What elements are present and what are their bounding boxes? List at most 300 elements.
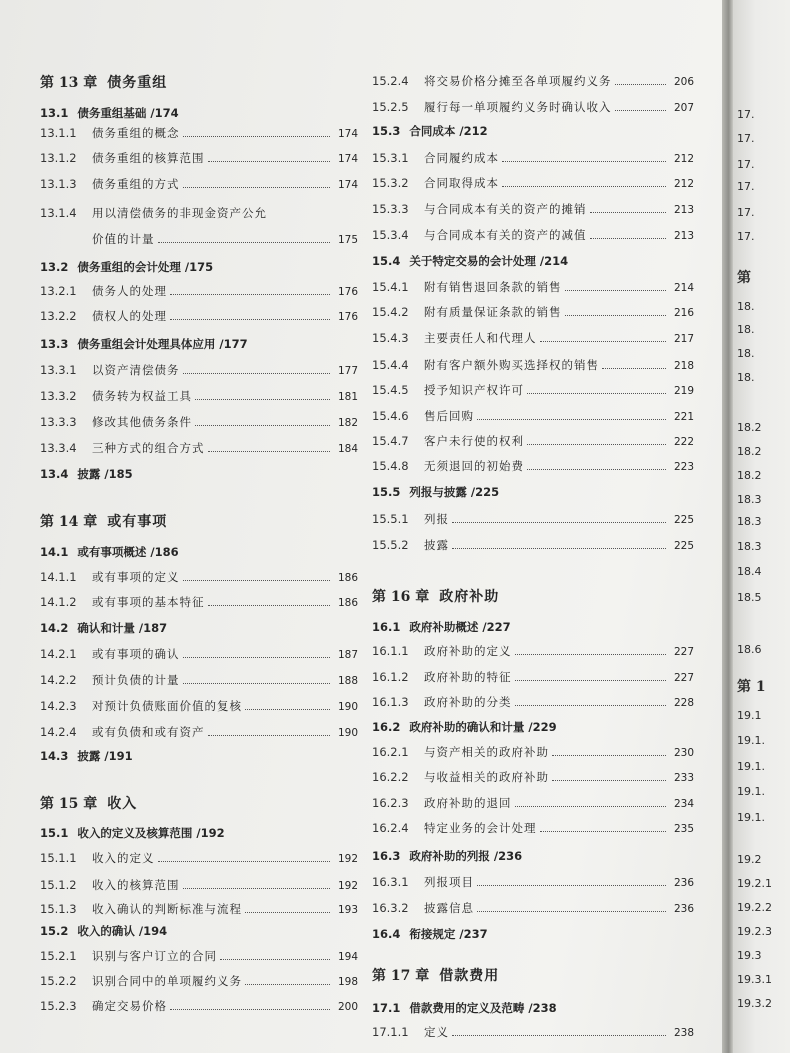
section-number: 15.5 bbox=[372, 485, 401, 499]
toc-sub bbox=[40, 567, 358, 587]
subsection-number: 15.4.3 bbox=[372, 331, 409, 345]
toc-sub bbox=[372, 406, 694, 426]
next-page-fragment: 第 1 bbox=[737, 679, 766, 695]
subsection-number: 14.2.1 bbox=[40, 647, 77, 661]
subsection-number: 13.2.1 bbox=[40, 284, 77, 298]
subsection-number: 15.3.1 bbox=[372, 151, 409, 165]
page-number: 177 bbox=[337, 365, 358, 377]
toc-sub bbox=[40, 148, 358, 168]
subsection-number: 16.2.1 bbox=[372, 745, 409, 759]
toc-sub bbox=[40, 996, 358, 1016]
subsection-title: 收入确认的判断标准与流程 bbox=[92, 902, 242, 916]
page-number: 227 bbox=[673, 672, 694, 684]
toc-sub bbox=[372, 818, 694, 838]
subsection-title: 收入的定义 bbox=[92, 851, 155, 865]
subsection-title: 债务重组的概念 bbox=[92, 126, 180, 140]
dot-leader bbox=[170, 1009, 330, 1010]
page-number: 190 bbox=[337, 701, 358, 713]
section-title: 债务重组的会计处理 /175 bbox=[77, 260, 214, 274]
subsection-title: 债务人的处理 bbox=[92, 284, 167, 298]
subsection-number: 16.2.3 bbox=[372, 796, 409, 810]
next-page-fragment: 17. bbox=[737, 180, 755, 193]
subsection-number: 15.3.3 bbox=[372, 202, 409, 216]
toc-sub bbox=[40, 123, 358, 143]
dot-leader bbox=[515, 806, 667, 807]
subsection-title: 或有负债和或有资产 bbox=[92, 725, 205, 739]
subsection-number: 13.3.2 bbox=[40, 389, 77, 403]
toc-sub bbox=[40, 306, 358, 326]
chapter-number: 第 14 章 bbox=[40, 514, 98, 530]
next-page-fragment: 19.1. bbox=[737, 811, 765, 824]
next-page-fragment: 17. bbox=[737, 108, 755, 121]
chapter-title: 或有事项 bbox=[107, 514, 168, 530]
page-number: 192 bbox=[337, 880, 358, 892]
subsection-title: 政府补助的特征 bbox=[424, 670, 512, 684]
dot-leader bbox=[527, 393, 666, 394]
dot-leader bbox=[477, 419, 666, 420]
subsection-title: 债权人的处理 bbox=[92, 309, 167, 323]
toc-section bbox=[372, 617, 694, 637]
toc-sub bbox=[372, 380, 694, 400]
next-page-fragment: 19.1. bbox=[737, 785, 765, 798]
toc-chapter bbox=[40, 71, 358, 95]
dot-leader bbox=[540, 831, 667, 832]
section-number: 14.1 bbox=[40, 545, 69, 559]
subsection-title: 政府补助的退回 bbox=[424, 796, 512, 810]
toc-section bbox=[40, 746, 358, 766]
section-title: 收入的定义及核算范围 /192 bbox=[77, 826, 225, 840]
section-title: 确认和计量 /187 bbox=[77, 621, 168, 635]
page-number: 212 bbox=[673, 178, 694, 190]
dot-leader bbox=[183, 683, 331, 684]
dot-leader bbox=[170, 319, 330, 320]
toc-sub bbox=[40, 360, 358, 380]
dot-leader bbox=[183, 373, 331, 374]
subsection-title: 无须退回的初始费 bbox=[424, 459, 524, 473]
toc-sub bbox=[40, 971, 358, 991]
page-number: 234 bbox=[673, 798, 694, 810]
section-title: 披露 /191 bbox=[77, 749, 133, 763]
page-number: 212 bbox=[673, 153, 694, 165]
section-title: 衔接规定 /237 bbox=[409, 927, 488, 941]
subsection-title: 收入的核算范围 bbox=[92, 878, 180, 892]
subsection-number: 15.1.2 bbox=[40, 878, 77, 892]
dot-leader bbox=[245, 912, 330, 913]
next-page-fragment: 18.3 bbox=[737, 540, 762, 553]
dot-leader bbox=[245, 984, 330, 985]
subsection-number: 14.1.1 bbox=[40, 570, 77, 584]
toc-sub bbox=[372, 302, 694, 322]
dot-leader bbox=[477, 885, 666, 886]
subsection-number: 15.4.4 bbox=[372, 358, 409, 372]
next-page-fragment: 19.1. bbox=[737, 734, 765, 747]
subsection-number: 15.2.3 bbox=[40, 999, 77, 1013]
dot-leader bbox=[452, 1035, 666, 1036]
toc-sub bbox=[372, 898, 694, 918]
page-number: 186 bbox=[337, 597, 358, 609]
subsection-title: 识别与客户订立的合同 bbox=[92, 949, 217, 963]
section-title: 债务重组会计处理具体应用 /177 bbox=[77, 337, 248, 351]
dot-leader bbox=[208, 735, 331, 736]
dot-leader bbox=[183, 136, 331, 137]
next-page-fragment: 18.4 bbox=[737, 565, 762, 578]
dot-leader bbox=[452, 548, 666, 549]
next-page-fragment: 18. bbox=[737, 347, 755, 360]
next-page-fragment: 18.2 bbox=[737, 469, 762, 482]
subsection-title: 三种方式的组合方式 bbox=[92, 441, 205, 455]
dot-leader bbox=[515, 654, 667, 655]
page-number: 181 bbox=[337, 391, 358, 403]
section-title: 政府补助的确认和计量 /229 bbox=[409, 720, 557, 734]
subsection-number: 16.3.1 bbox=[372, 875, 409, 889]
subsection-number: 15.4.7 bbox=[372, 434, 409, 448]
next-page-fragment: 18. bbox=[737, 300, 755, 313]
dot-leader bbox=[590, 212, 667, 213]
toc-sub bbox=[372, 328, 694, 348]
subsection-number: 15.4.5 bbox=[372, 383, 409, 397]
next-page-fragment: 18.3 bbox=[737, 515, 762, 528]
chapter-title: 收入 bbox=[107, 796, 138, 812]
subsection-title: 或有事项的确认 bbox=[92, 647, 180, 661]
dot-leader bbox=[565, 290, 667, 291]
page-number: 235 bbox=[673, 823, 694, 835]
toc-section bbox=[40, 257, 358, 277]
section-title: 债务重组基础 /174 bbox=[77, 106, 179, 120]
subsection-title: 与合同成本有关的资产的摊销 bbox=[424, 202, 587, 216]
toc-sub bbox=[40, 644, 358, 664]
subsection-number: 15.4.6 bbox=[372, 409, 409, 423]
toc-sub bbox=[372, 742, 694, 762]
toc-sub bbox=[40, 696, 358, 716]
dot-leader bbox=[245, 709, 330, 710]
page-number: 233 bbox=[673, 772, 694, 784]
subsection-number: 13.1.2 bbox=[40, 151, 77, 165]
subsection-number: 14.2.3 bbox=[40, 699, 77, 713]
subsection-title: 识别合同中的单项履约义务 bbox=[92, 974, 242, 988]
subsection-title: 与收益相关的政府补助 bbox=[424, 770, 549, 784]
subsection-number: 15.1.1 bbox=[40, 851, 77, 865]
next-page-fragment: 17. bbox=[737, 206, 755, 219]
subsection-title: 履行每一单项履约义务时确认收入 bbox=[424, 100, 612, 114]
dot-leader bbox=[183, 657, 331, 658]
toc-sub bbox=[372, 71, 694, 91]
page-number: 207 bbox=[673, 102, 694, 114]
page-number: 238 bbox=[673, 1027, 694, 1039]
page-number: 227 bbox=[673, 646, 694, 658]
subsection-title: 政府补助的定义 bbox=[424, 644, 512, 658]
toc-sub bbox=[372, 641, 694, 661]
toc-section bbox=[372, 251, 694, 271]
next-page-fragment: 18. bbox=[737, 371, 755, 384]
toc-section bbox=[372, 846, 694, 866]
toc-section bbox=[40, 921, 358, 941]
subsection-title: 以资产清偿债务 bbox=[92, 363, 180, 377]
next-page-edge bbox=[733, 0, 790, 1053]
next-page-fragment: 18.5 bbox=[737, 591, 762, 604]
chapter-number: 第 16 章 bbox=[372, 589, 430, 605]
page-number: 228 bbox=[673, 697, 694, 709]
dot-leader bbox=[170, 294, 330, 295]
page-number: 175 bbox=[337, 234, 358, 246]
toc-sub bbox=[372, 1022, 694, 1042]
section-title: 借款费用的定义及范畴 /238 bbox=[409, 1001, 557, 1015]
page-number: 193 bbox=[337, 904, 358, 916]
subsection-title: 债务重组的核算范围 bbox=[92, 151, 205, 165]
page-number: 184 bbox=[337, 443, 358, 455]
page-number: 236 bbox=[673, 903, 694, 915]
subsection-number: 14.1.2 bbox=[40, 595, 77, 609]
next-page-fragment: 17. bbox=[737, 230, 755, 243]
page-number: 218 bbox=[673, 360, 694, 372]
section-number: 15.3 bbox=[372, 124, 401, 138]
page-number: 190 bbox=[337, 727, 358, 739]
dot-leader bbox=[183, 580, 331, 581]
subsection-title-continued: 价值的计量 bbox=[92, 232, 155, 246]
subsection-title: 附有客户额外购买选择权的销售 bbox=[424, 358, 599, 372]
dot-leader bbox=[552, 780, 666, 781]
toc-sub bbox=[372, 97, 694, 117]
page-number: 213 bbox=[673, 230, 694, 242]
toc-sub bbox=[372, 793, 694, 813]
toc-sub bbox=[372, 872, 694, 892]
subsection-title: 或有事项的基本特征 bbox=[92, 595, 205, 609]
section-number: 16.4 bbox=[372, 927, 401, 941]
toc-sub bbox=[40, 174, 358, 194]
next-page-fragment: 19.3 bbox=[737, 949, 762, 962]
dot-leader bbox=[552, 755, 666, 756]
section-number: 16.3 bbox=[372, 849, 401, 863]
subsection-number: 16.2.4 bbox=[372, 821, 409, 835]
subsection-number: 13.1.3 bbox=[40, 177, 77, 191]
toc-section bbox=[40, 618, 358, 638]
section-number: 17.1 bbox=[372, 1001, 401, 1015]
subsection-number: 16.1.1 bbox=[372, 644, 409, 658]
toc-sub bbox=[372, 225, 694, 245]
section-number: 15.4 bbox=[372, 254, 401, 268]
chapter-number: 第 13 章 bbox=[40, 75, 98, 91]
page-number: 200 bbox=[337, 1001, 358, 1013]
section-title: 披露 /185 bbox=[77, 467, 133, 481]
toc-section bbox=[40, 103, 358, 123]
subsection-number: 16.1.3 bbox=[372, 695, 409, 709]
toc-sub bbox=[40, 592, 358, 612]
subsection-title: 对预计负债账面价值的复核 bbox=[92, 699, 242, 713]
subsection-title: 授予知识产权许可 bbox=[424, 383, 524, 397]
toc-sub bbox=[372, 355, 694, 375]
toc-sub bbox=[40, 670, 358, 690]
dot-leader bbox=[477, 911, 666, 912]
dot-leader bbox=[615, 84, 667, 85]
next-page-fragment: 第 bbox=[737, 270, 751, 286]
toc-sub bbox=[40, 281, 358, 301]
subsection-title: 售后回购 bbox=[424, 409, 474, 423]
section-title: 列报与披露 /225 bbox=[409, 485, 500, 499]
toc-sub bbox=[40, 899, 358, 919]
toc-sub bbox=[372, 456, 694, 476]
dot-leader bbox=[602, 368, 666, 369]
chapter-title: 政府补助 bbox=[439, 589, 500, 605]
toc-sub bbox=[40, 875, 358, 895]
page-number: 182 bbox=[337, 417, 358, 429]
dot-leader bbox=[515, 680, 667, 681]
toc-sub bbox=[40, 386, 358, 406]
page-number: 221 bbox=[673, 411, 694, 423]
toc-sub bbox=[40, 946, 358, 966]
section-number: 13.4 bbox=[40, 467, 69, 481]
subsection-title: 披露 bbox=[424, 538, 449, 552]
page-number: 174 bbox=[337, 128, 358, 140]
next-page-fragment: 19.1. bbox=[737, 760, 765, 773]
page-number: 225 bbox=[673, 514, 694, 526]
section-number: 13.3 bbox=[40, 337, 69, 351]
dot-leader bbox=[195, 425, 330, 426]
subsection-title: 披露信息 bbox=[424, 901, 474, 915]
page-number: 230 bbox=[673, 747, 694, 759]
next-page-fragment: 17. bbox=[737, 158, 755, 171]
subsection-title: 客户未行使的权利 bbox=[424, 434, 524, 448]
toc-section bbox=[372, 717, 694, 737]
dot-leader bbox=[195, 399, 330, 400]
dot-leader bbox=[220, 959, 330, 960]
dot-leader bbox=[208, 605, 331, 606]
toc-section bbox=[40, 823, 358, 843]
next-page-fragment: 19.3.2 bbox=[737, 997, 772, 1010]
section-title: 或有事项概述 /186 bbox=[77, 545, 179, 559]
subsection-title: 债务转为权益工具 bbox=[92, 389, 192, 403]
toc-chapter bbox=[372, 585, 694, 609]
toc-sub bbox=[372, 277, 694, 297]
dot-leader bbox=[527, 444, 666, 445]
section-number: 15.1 bbox=[40, 826, 69, 840]
next-page-fragment: 19.2.2 bbox=[737, 901, 772, 914]
subsection-number: 13.3.1 bbox=[40, 363, 77, 377]
subsection-number: 16.3.2 bbox=[372, 901, 409, 915]
dot-leader bbox=[590, 238, 667, 239]
chapter-title: 借款费用 bbox=[439, 968, 500, 984]
toc-chapter bbox=[372, 964, 694, 988]
page-number: 216 bbox=[673, 307, 694, 319]
subsection-number: 13.3.4 bbox=[40, 441, 77, 455]
subsection-title: 列报项目 bbox=[424, 875, 474, 889]
page-number: 198 bbox=[337, 976, 358, 988]
chapter-title: 债务重组 bbox=[107, 75, 168, 91]
dot-leader bbox=[565, 315, 667, 316]
toc-chapter bbox=[40, 792, 358, 816]
subsection-number: 15.5.1 bbox=[372, 512, 409, 526]
subsection-title: 用以清偿债务的非现金资产公允 bbox=[92, 206, 267, 220]
subsection-number: 14.2.4 bbox=[40, 725, 77, 739]
subsection-number: 17.1.1 bbox=[372, 1025, 409, 1039]
toc-sub bbox=[372, 509, 694, 529]
section-number: 15.2 bbox=[40, 924, 69, 938]
page-number: 222 bbox=[673, 436, 694, 448]
next-page-fragment: 18.2 bbox=[737, 445, 762, 458]
dot-leader bbox=[515, 705, 667, 706]
subsection-title: 或有事项的定义 bbox=[92, 570, 180, 584]
toc-section bbox=[40, 464, 358, 484]
next-page-fragment: 19.2 bbox=[737, 853, 762, 866]
subsection-number: 15.2.2 bbox=[40, 974, 77, 988]
toc-section bbox=[372, 482, 694, 502]
section-title: 政府补助的列报 /236 bbox=[409, 849, 523, 863]
toc-section bbox=[372, 998, 694, 1018]
next-page-fragment: 19.2.3 bbox=[737, 925, 772, 938]
section-number: 16.1 bbox=[372, 620, 401, 634]
section-number: 16.2 bbox=[372, 720, 401, 734]
section-number: 13.1 bbox=[40, 106, 69, 120]
next-page-fragment: 18. bbox=[737, 323, 755, 336]
book-gutter bbox=[722, 0, 733, 1053]
dot-leader bbox=[452, 522, 666, 523]
next-page-fragment: 19.3.1 bbox=[737, 973, 772, 986]
subsection-number: 13.3.3 bbox=[40, 415, 77, 429]
subsection-number: 16.2.2 bbox=[372, 770, 409, 784]
next-page-fragment: 18.3 bbox=[737, 493, 762, 506]
section-title: 政府补助概述 /227 bbox=[409, 620, 511, 634]
subsection-title: 确定交易价格 bbox=[92, 999, 167, 1013]
dot-leader bbox=[615, 110, 667, 111]
toc-sub bbox=[40, 722, 358, 742]
toc-sub bbox=[40, 438, 358, 458]
subsection-title: 与资产相关的政府补助 bbox=[424, 745, 549, 759]
page-number: 192 bbox=[337, 853, 358, 865]
page-number: 223 bbox=[673, 461, 694, 473]
dot-leader bbox=[158, 861, 331, 862]
subsection-title: 合同履约成本 bbox=[424, 151, 499, 165]
toc-chapter bbox=[40, 510, 358, 534]
subsection-number: 14.2.2 bbox=[40, 673, 77, 687]
subsection-number: 15.2.4 bbox=[372, 74, 409, 88]
page-number: 186 bbox=[337, 572, 358, 584]
toc-cont bbox=[40, 229, 358, 249]
subsection-title: 债务重组的方式 bbox=[92, 177, 180, 191]
toc-section bbox=[40, 334, 358, 354]
dot-leader bbox=[183, 187, 331, 188]
subsection-title: 合同取得成本 bbox=[424, 176, 499, 190]
dot-leader bbox=[208, 161, 331, 162]
subsection-number: 13.1.1 bbox=[40, 126, 77, 140]
subsection-title: 与合同成本有关的资产的减值 bbox=[424, 228, 587, 242]
toc-sub bbox=[372, 199, 694, 219]
section-number: 14.3 bbox=[40, 749, 69, 763]
toc-section bbox=[372, 121, 694, 141]
toc-sub bbox=[372, 692, 694, 712]
toc-sub bbox=[40, 412, 358, 432]
subsection-number: 15.4.1 bbox=[372, 280, 409, 294]
toc-sub bbox=[372, 431, 694, 451]
page-number: 213 bbox=[673, 204, 694, 216]
toc-sub bbox=[372, 535, 694, 555]
chapter-number: 第 17 章 bbox=[372, 968, 430, 984]
subsection-number: 15.2.5 bbox=[372, 100, 409, 114]
page-number: 219 bbox=[673, 385, 694, 397]
toc-section bbox=[40, 542, 358, 562]
next-page-fragment: 18.6 bbox=[737, 643, 762, 656]
subsection-title: 主要责任人和代理人 bbox=[424, 331, 537, 345]
toc-sub bbox=[372, 173, 694, 193]
dot-leader bbox=[502, 161, 666, 162]
page-number: 225 bbox=[673, 540, 694, 552]
next-page-fragment: 19.2.1 bbox=[737, 877, 772, 890]
page-number: 214 bbox=[673, 282, 694, 294]
dot-leader bbox=[208, 451, 331, 452]
subsection-number: 13.1.4 bbox=[40, 206, 77, 220]
subsection-title: 附有质量保证条款的销售 bbox=[424, 305, 562, 319]
subsection-title: 将交易价格分摊至各单项履约义务 bbox=[424, 74, 612, 88]
subsection-number: 15.3.4 bbox=[372, 228, 409, 242]
page-number: 236 bbox=[673, 877, 694, 889]
subsection-title: 修改其他债务条件 bbox=[92, 415, 192, 429]
